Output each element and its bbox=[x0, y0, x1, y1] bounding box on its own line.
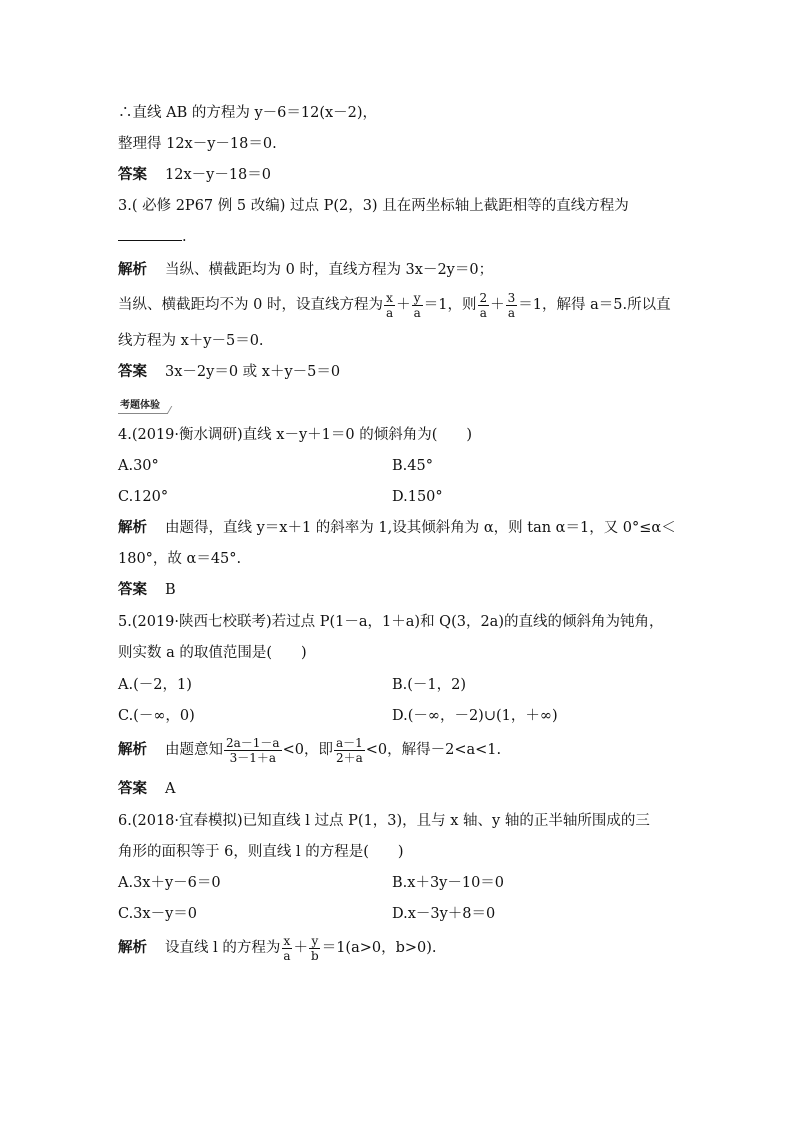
answer-line bbox=[118, 165, 271, 185]
option-d: D.150° bbox=[392, 489, 443, 505]
fraction: $\frac{y}{b}$ bbox=[311, 933, 319, 963]
question-6: 角形的面积等于 6，则直线 l 的方程是( ) bbox=[118, 844, 404, 860]
answer-label: 答案 bbox=[118, 781, 147, 797]
fraction: $\frac{2a-1-a}{3-1+a}$ bbox=[226, 735, 280, 765]
question-5: 则实数 a 的取值范围是( ) bbox=[118, 645, 307, 661]
answer-blank bbox=[118, 226, 182, 241]
question-4: 4.(2019·衡水调研)直线 x－y＋1＝0 的倾斜角为( ) bbox=[118, 427, 473, 443]
question-5: 5.(2019·陕西七校联考)若过点 P(1－a，1＋a)和 Q(3，2a)的直线的倾斜角为钝角， bbox=[118, 614, 664, 630]
solution-label: 解析 bbox=[118, 262, 147, 278]
solution-line: 解析 由题意知 $\frac{2a-1-a}{3-1+a}$ <0，即 $\frac{a-1}{2+a}$ <0，解得－2<a<1. bbox=[118, 735, 502, 765]
solution-line: 解析 由题得，直线 y＝x＋1 的斜率为 1,设其倾斜角为 α，则 tan α＝1，又 0°≤α＜ bbox=[118, 520, 676, 536]
text-line: ∴直线 AB 的方程为 y－6＝12(x－2)， bbox=[118, 105, 378, 121]
answer-label: 答案 bbox=[118, 167, 147, 183]
option-a: A.3x＋y－6＝0 bbox=[118, 875, 221, 891]
option-a: A.(－2，1) bbox=[118, 677, 192, 693]
option-a: A.30° bbox=[118, 458, 159, 474]
solution-label: 解析 bbox=[118, 940, 147, 956]
option-c: C.3x－y＝0 bbox=[118, 906, 198, 922]
option-b: B.x＋3y－10＝0 bbox=[392, 875, 505, 891]
solution-line: 线方程为 x＋y－5＝0. bbox=[118, 333, 264, 349]
solution-line: 解析 当纵、横截距均为 0 时，直线方程为 3x－2y＝0； bbox=[118, 262, 494, 278]
answer-label: 答案 bbox=[118, 582, 147, 598]
answer-text: 3x－2y＝0 或 x＋y－5＝0 bbox=[165, 364, 341, 380]
answer-text: B bbox=[165, 582, 176, 598]
question-6: 6.(2018·宜春模拟)已知直线 l 过点 P(1，3)，且与 x 轴、y 轴的正半轴所围成的三 bbox=[118, 813, 650, 829]
option-b: B.(－1，2) bbox=[392, 677, 467, 693]
solution-line: 当纵、横截距均不为 0 时，设直线方程为 $\frac{x}{a}$ ＋ $\frac{y}{a}$ ＝1，则 $\frac{2}{a}$ ＋ $\frac{3}{a}$ ＝1，解得 a＝5.所以直 bbox=[118, 290, 671, 320]
option-b: B.45° bbox=[392, 458, 433, 474]
section-badge: 考题体验 bbox=[118, 395, 168, 414]
fraction: $\frac{y}{a}$ bbox=[413, 290, 421, 320]
solution-label: 解析 bbox=[118, 520, 147, 536]
fraction: $\frac{2}{a}$ bbox=[479, 290, 488, 320]
question-3: 3.( 必修 2P67 例 5 改编) 过点 P(2，3) 且在两坐标轴上截距相等的直线方程为 bbox=[118, 198, 629, 214]
solution-label: 解析 bbox=[118, 742, 147, 758]
answer-text: A bbox=[165, 781, 176, 797]
answer-line bbox=[118, 580, 176, 600]
fraction: $\frac{x}{a}$ bbox=[283, 933, 291, 963]
solution-line: 解析 设直线 l 的方程为 $\frac{x}{a}$ ＋ $\frac{y}{b}$ ＝1(a>0，b>0). bbox=[118, 933, 437, 963]
answer-label: 答案 bbox=[118, 364, 147, 380]
solution-line: 180°，故 α＝45°. bbox=[118, 551, 242, 567]
option-d: D.x－3y＋8＝0 bbox=[392, 906, 496, 922]
text-line: 整理得 12x－y－18＝0. bbox=[118, 136, 277, 152]
answer-line bbox=[118, 779, 175, 799]
option-c: C.(－∞，0) bbox=[118, 708, 195, 724]
option-c: C.120° bbox=[118, 489, 169, 505]
option-d: D.(－∞，－2)∪(1，＋∞) bbox=[392, 708, 558, 724]
answer-text: 12x－y－18＝0 bbox=[165, 167, 271, 183]
answer-line bbox=[118, 362, 340, 382]
fraction: $\frac{x}{a}$ bbox=[385, 290, 394, 320]
fraction: $\frac{a-1}{2+a}$ bbox=[335, 735, 363, 765]
fraction: $\frac{3}{a}$ bbox=[507, 290, 516, 320]
question-3-blank: . bbox=[118, 226, 187, 247]
